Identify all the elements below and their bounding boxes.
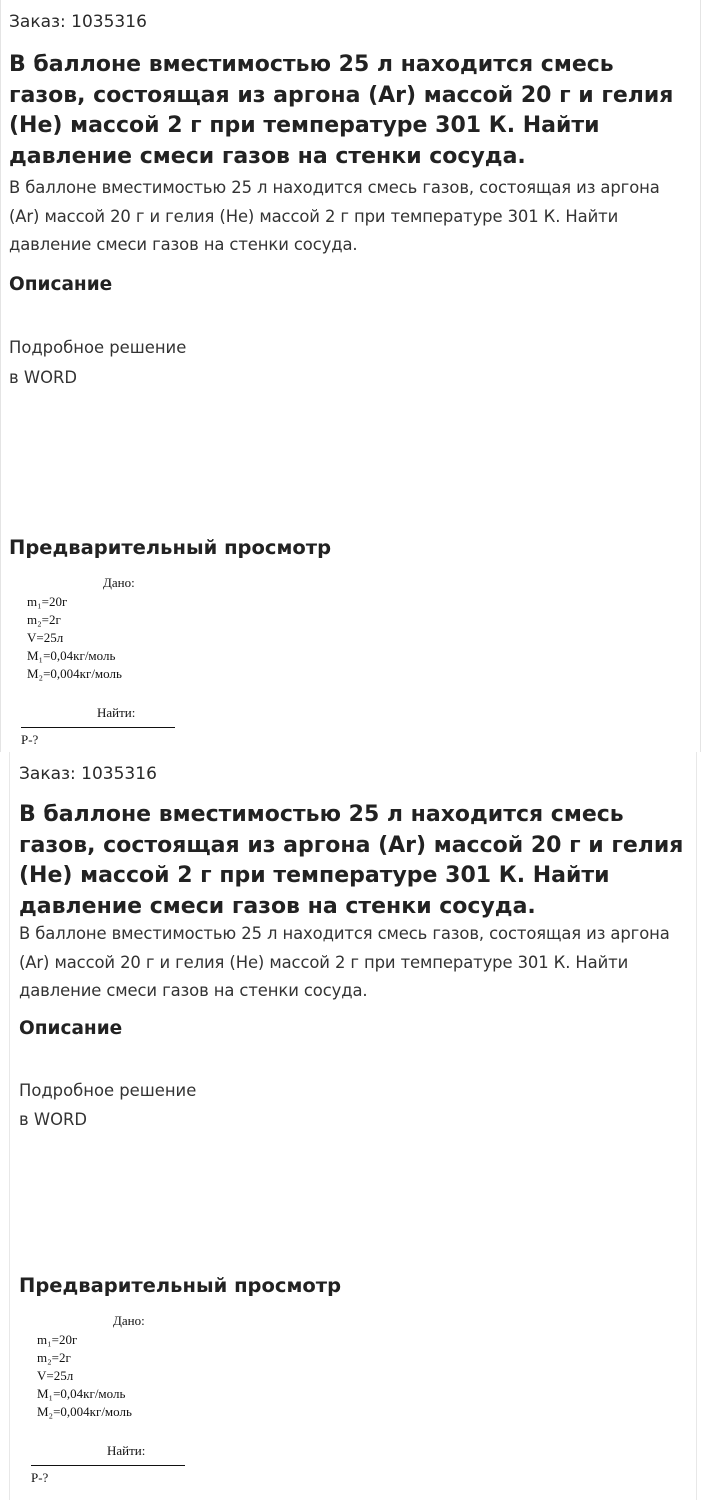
given-item: M₂=0,004кг/моль <box>27 666 122 681</box>
given-item: M₁=0,04кг/моль <box>27 648 116 663</box>
preview-image <box>9 572 209 752</box>
find-label: Найти: <box>107 1443 146 1458</box>
description-line: в WORD <box>19 1110 87 1129</box>
description-line: в WORD <box>9 368 77 387</box>
problem-statement: В баллоне вместимостью 25 л находится смесь газов, состоящая из аргона (Ar) массой 20 г и гелия (He) массой 2 г при температуре 301 К. Найти давление смеси газов на стенки сосуда. <box>9 178 660 254</box>
divider <box>31 1465 185 1466</box>
given-item: m₂=2г <box>37 1350 71 1365</box>
page-title: В баллоне вместимостью 25 л находится смесь газов, состоящая из аргона (Ar) массой 20 г и гелия (He) массой 2 г при температуре 301 К. Найти давление смеси газов на стенки сосуда. <box>19 802 684 919</box>
preview-heading: Предварительный просмотр <box>19 1274 342 1297</box>
given-item: m₁=20г <box>27 594 68 609</box>
find-label: Найти: <box>97 705 136 720</box>
given-item: m₁=20г <box>37 1332 78 1347</box>
preview-heading: Предварительный просмотр <box>9 536 332 559</box>
problem-statement: В баллоне вместимостью 25 л находится смесь газов, состоящая из аргона (Ar) массой 20 г и гелия (He) массой 2 г при температуре 301 К. Найти давление смеси газов на стенки сосуда. <box>19 924 670 1000</box>
divider <box>21 727 175 728</box>
order-number: Заказ: 1035316 <box>19 764 157 784</box>
given-item: V=25л <box>27 630 64 645</box>
order-number: Заказ: 1035316 <box>9 12 147 32</box>
given-item: M₂=0,004кг/моль <box>37 1404 132 1419</box>
preview-image <box>19 1310 219 1490</box>
given-title: Дано: <box>103 575 135 590</box>
description-heading: Описание <box>19 1018 123 1039</box>
description-heading: Описание <box>9 274 113 295</box>
given-item: V=25л <box>37 1368 74 1383</box>
description-line: Подробное решение <box>19 1081 197 1100</box>
description-line: Подробное решение <box>9 338 187 357</box>
given-title: Дано: <box>113 1313 145 1328</box>
unknown-value: P-? <box>31 1470 49 1485</box>
given-item: M₁=0,04кг/моль <box>37 1386 126 1401</box>
unknown-value: P-? <box>21 732 39 747</box>
given-item: m₂=2г <box>27 612 61 627</box>
product-card <box>9 752 697 1500</box>
page-title: В баллоне вместимостью 25 л находится смесь газов, состоящая из аргона (Ar) массой 20 г и гелия (He) массой 2 г при температуре 301 К. Найти давление смеси газов на стенки сосуда. <box>9 52 674 169</box>
